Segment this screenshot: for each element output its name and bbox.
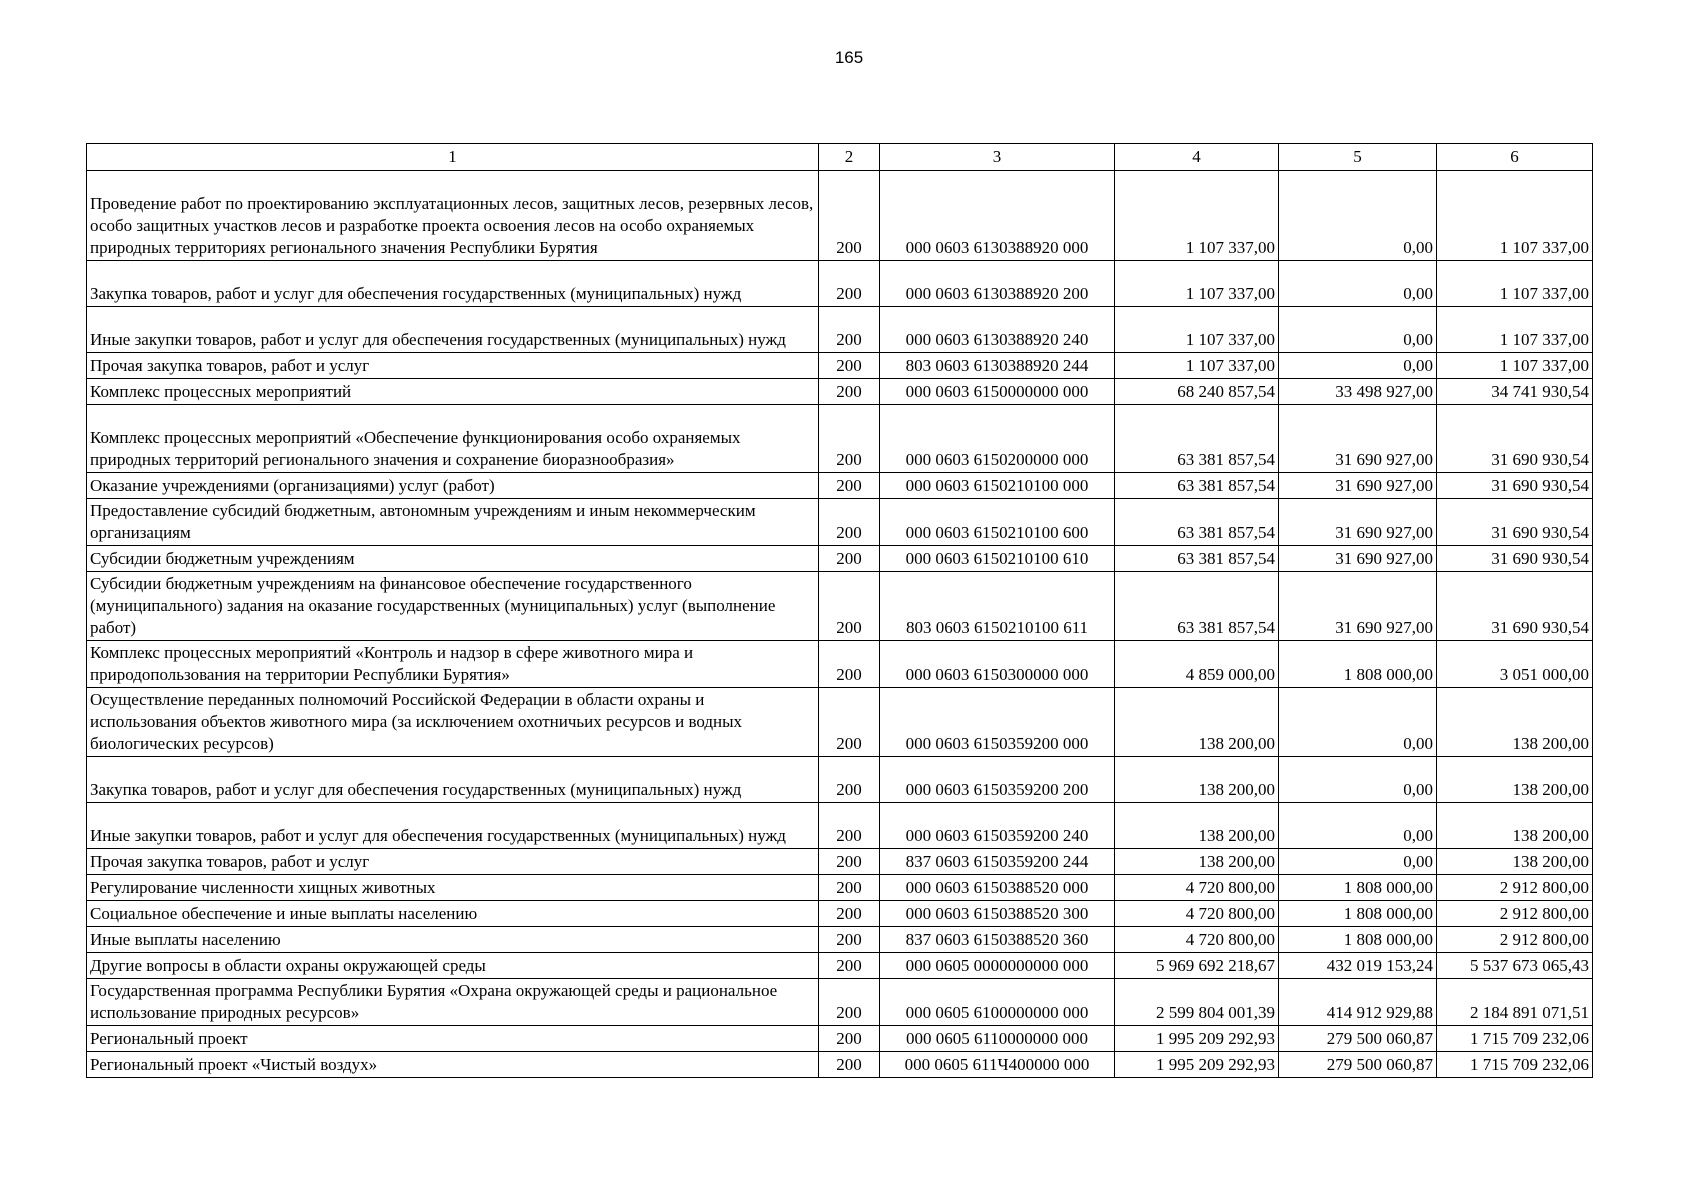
table-row [87,405,1593,473]
table-row [87,261,1593,307]
row-col4-value: 63 381 857,54 [1115,546,1279,572]
row-col4-value: 63 381 857,54 [1115,499,1279,546]
row-col6-value: 138 200,00 [1437,688,1593,757]
row-col4-value: 138 200,00 [1115,803,1279,849]
row-name-cell: Предоставление субсидий бюджетным, автономным учреждениям и иным некоммерческим организациям [87,499,819,546]
row-budget-code-cell: 000 0605 6110000000 000 [880,1026,1115,1052]
row-col4-value: 68 240 857,54 [1115,379,1279,405]
column-header: 4 [1115,144,1279,171]
row-col5-value: 414 912 929,88 [1279,979,1437,1026]
row-col5-value: 279 500 060,87 [1279,1026,1437,1052]
row-admin-code-cell: 200 [819,757,880,803]
page-number: 165 [834,48,864,67]
row-budget-code-cell: 000 0603 6150210100 600 [880,499,1115,546]
row-col5-value: 0,00 [1279,803,1437,849]
row-name-cell: Оказание учреждениями (организациями) услуг (работ) [87,473,819,499]
row-col4-value: 63 381 857,54 [1115,405,1279,473]
table-body [87,171,1593,1078]
row-col4-value: 4 720 800,00 [1115,927,1279,953]
row-admin-code-cell: 200 [819,353,880,379]
row-name-cell: Региональный проект [87,1026,819,1052]
column-header: 2 [819,144,880,171]
row-name-cell: Прочая закупка товаров, работ и услуг [87,849,819,875]
row-col6-value: 34 741 930,54 [1437,379,1593,405]
row-col4-value: 138 200,00 [1115,849,1279,875]
table-row [87,473,1593,499]
row-admin-code-cell: 200 [819,641,880,688]
row-col5-value: 1 808 000,00 [1279,901,1437,927]
row-name-cell: Социальное обеспечение и иные выплаты населению [87,901,819,927]
row-col6-value: 31 690 930,54 [1437,499,1593,546]
row-col6-value: 2 912 800,00 [1437,875,1593,901]
row-col6-value: 138 200,00 [1437,803,1593,849]
row-admin-code-cell: 200 [819,875,880,901]
row-col5-value: 1 808 000,00 [1279,641,1437,688]
table-row [87,953,1593,979]
header-row [87,144,1593,171]
row-col5-value: 0,00 [1279,688,1437,757]
row-admin-code-cell: 200 [819,953,880,979]
row-col4-value: 1 995 209 292,93 [1115,1052,1279,1078]
table-row [87,875,1593,901]
row-admin-code-cell: 200 [819,499,880,546]
row-admin-code-cell: 200 [819,261,880,307]
row-name-cell: Другие вопросы в области охраны окружающей среды [87,953,819,979]
column-header: 5 [1279,144,1437,171]
row-admin-code-cell: 200 [819,405,880,473]
row-col5-value: 1 808 000,00 [1279,927,1437,953]
row-col4-value: 1 995 209 292,93 [1115,1026,1279,1052]
row-budget-code-cell: 000 0605 6100000000 000 [880,979,1115,1026]
row-name-cell: Государственная программа Республики Бурятия «Охрана окружающей среды и рациональное использование природных ресурсов» [87,979,819,1026]
row-budget-code-cell: 837 0603 6150359200 244 [880,849,1115,875]
row-budget-code-cell: 000 0603 6150000000 000 [880,379,1115,405]
row-col6-value: 1 107 337,00 [1437,261,1593,307]
row-admin-code-cell: 200 [819,927,880,953]
row-col6-value: 31 690 930,54 [1437,572,1593,641]
row-budget-code-cell: 000 0603 6150300000 000 [880,641,1115,688]
row-budget-code-cell: 000 0603 6150359200 200 [880,757,1115,803]
row-col6-value: 138 200,00 [1437,757,1593,803]
row-col4-value: 4 720 800,00 [1115,901,1279,927]
row-col6-value: 1 715 709 232,06 [1437,1052,1593,1078]
row-col4-value: 1 107 337,00 [1115,261,1279,307]
table-row [87,979,1593,1026]
row-col5-value: 31 690 927,00 [1279,546,1437,572]
row-col6-value: 31 690 930,54 [1437,546,1593,572]
row-name-cell: Региональный проект «Чистый воздух» [87,1052,819,1078]
row-col5-value: 0,00 [1279,261,1437,307]
row-budget-code-cell: 000 0603 6150388520 300 [880,901,1115,927]
row-budget-code-cell: 000 0603 6130388920 000 [880,171,1115,261]
row-name-cell: Субсидии бюджетным учреждениям на финансовое обеспечение государственного (муниципального) задания на оказание государственных (муниципальных) услуг (выполнение работ) [87,572,819,641]
row-budget-code-cell: 803 0603 6130388920 244 [880,353,1115,379]
row-admin-code-cell: 200 [819,979,880,1026]
row-admin-code-cell: 200 [819,171,880,261]
row-admin-code-cell: 200 [819,1026,880,1052]
row-admin-code-cell: 200 [819,473,880,499]
table-row [87,307,1593,353]
row-col6-value: 1 107 337,00 [1437,171,1593,261]
row-name-cell: Иные закупки товаров, работ и услуг для обеспечения государственных (муниципальных) нужд [87,803,819,849]
row-budget-code-cell: 000 0605 0000000000 000 [880,953,1115,979]
row-col4-value: 4 859 000,00 [1115,641,1279,688]
row-admin-code-cell: 200 [819,572,880,641]
row-col5-value: 31 690 927,00 [1279,405,1437,473]
row-name-cell: Субсидии бюджетным учреждениям [87,546,819,572]
row-col4-value: 2 599 804 001,39 [1115,979,1279,1026]
row-admin-code-cell: 200 [819,849,880,875]
row-budget-code-cell: 000 0603 6130388920 240 [880,307,1115,353]
row-budget-code-cell: 803 0603 6150210100 611 [880,572,1115,641]
column-header: 3 [880,144,1115,171]
row-col4-value: 63 381 857,54 [1115,572,1279,641]
row-name-cell: Прочая закупка товаров, работ и услуг [87,353,819,379]
row-col5-value: 432 019 153,24 [1279,953,1437,979]
row-col5-value: 279 500 060,87 [1279,1052,1437,1078]
row-col6-value: 2 184 891 071,51 [1437,979,1593,1026]
row-col6-value: 2 912 800,00 [1437,901,1593,927]
row-col5-value: 0,00 [1279,307,1437,353]
column-header: 1 [87,144,819,171]
row-col5-value: 31 690 927,00 [1279,473,1437,499]
table-row [87,379,1593,405]
row-col4-value: 1 107 337,00 [1115,307,1279,353]
row-admin-code-cell: 200 [819,379,880,405]
row-name-cell: Осуществление переданных полномочий Российской Федерации в области охраны и использования объектов животного мира (за исключением охотничьих ресурсов и водных биологических ресурсов) [87,688,819,757]
row-col6-value: 138 200,00 [1437,849,1593,875]
row-col6-value: 2 912 800,00 [1437,927,1593,953]
row-col4-value: 1 107 337,00 [1115,171,1279,261]
row-col4-value: 5 969 692 218,67 [1115,953,1279,979]
row-budget-code-cell: 000 0603 6150388520 000 [880,875,1115,901]
table-row [87,849,1593,875]
row-name-cell: Закупка товаров, работ и услуг для обеспечения государственных (муниципальных) нужд [87,261,819,307]
row-col4-value: 138 200,00 [1115,757,1279,803]
row-col4-value: 63 381 857,54 [1115,473,1279,499]
row-col5-value: 31 690 927,00 [1279,572,1437,641]
row-name-cell: Иные выплаты населению [87,927,819,953]
row-budget-code-cell: 837 0603 6150388520 360 [880,927,1115,953]
row-col5-value: 0,00 [1279,353,1437,379]
row-col6-value: 1 715 709 232,06 [1437,1026,1593,1052]
row-admin-code-cell: 200 [819,307,880,353]
row-col4-value: 138 200,00 [1115,688,1279,757]
row-budget-code-cell: 000 0603 6150200000 000 [880,405,1115,473]
row-budget-code-cell: 000 0603 6150210100 000 [880,473,1115,499]
table-row [87,499,1593,546]
row-budget-code-cell: 000 0605 611Ч400000 000 [880,1052,1115,1078]
row-budget-code-cell: 000 0603 6150210100 610 [880,546,1115,572]
row-name-cell: Комплекс процессных мероприятий «Контроль и надзор в сфере животного мира и природопользования на территории Республики Бурятия» [87,641,819,688]
table-row [87,757,1593,803]
row-budget-code-cell: 000 0603 6150359200 240 [880,803,1115,849]
row-col6-value: 1 107 337,00 [1437,353,1593,379]
row-admin-code-cell: 200 [819,803,880,849]
table-row [87,171,1593,261]
row-col5-value: 0,00 [1279,757,1437,803]
table-row [87,803,1593,849]
row-col4-value: 4 720 800,00 [1115,875,1279,901]
row-col6-value: 3 051 000,00 [1437,641,1593,688]
row-admin-code-cell: 200 [819,546,880,572]
row-col5-value: 0,00 [1279,171,1437,261]
row-col4-value: 1 107 337,00 [1115,353,1279,379]
row-name-cell: Регулирование численности хищных животных [87,875,819,901]
row-col5-value: 0,00 [1279,849,1437,875]
row-col6-value: 31 690 930,54 [1437,405,1593,473]
table-row [87,353,1593,379]
row-name-cell: Закупка товаров, работ и услуг для обеспечения государственных (муниципальных) нужд [87,757,819,803]
row-col6-value: 31 690 930,54 [1437,473,1593,499]
table-row [87,1052,1593,1078]
table-row [87,927,1593,953]
row-col5-value: 31 690 927,00 [1279,499,1437,546]
table-row [87,641,1593,688]
row-name-cell: Комплекс процессных мероприятий «Обеспечение функционирования особо охраняемых природных территорий регионального значения и сохранение биоразнообразия» [87,405,819,473]
row-name-cell: Проведение работ по проектированию эксплуатационных лесов, защитных лесов, резервных лесов, особо защитных участков лесов и разработке проекта освоения лесов на особо охраняемых природных территориях регионального значения Республики Бурятия [87,171,819,261]
row-name-cell: Иные закупки товаров, работ и услуг для обеспечения государственных (муниципальных) нужд [87,307,819,353]
table-row [87,546,1593,572]
row-col6-value: 1 107 337,00 [1437,307,1593,353]
row-admin-code-cell: 200 [819,901,880,927]
row-col5-value: 33 498 927,00 [1279,379,1437,405]
table-row [87,572,1593,641]
row-col6-value: 5 537 673 065,43 [1437,953,1593,979]
row-budget-code-cell: 000 0603 6130388920 200 [880,261,1115,307]
row-admin-code-cell: 200 [819,1052,880,1078]
table-row [87,901,1593,927]
table-row [87,1026,1593,1052]
row-budget-code-cell: 000 0603 6150359200 000 [880,688,1115,757]
row-admin-code-cell: 200 [819,688,880,757]
column-header: 6 [1437,144,1593,171]
budget-table [86,143,1593,1078]
table-row [87,688,1593,757]
row-name-cell: Комплекс процессных мероприятий [87,379,819,405]
row-col5-value: 1 808 000,00 [1279,875,1437,901]
